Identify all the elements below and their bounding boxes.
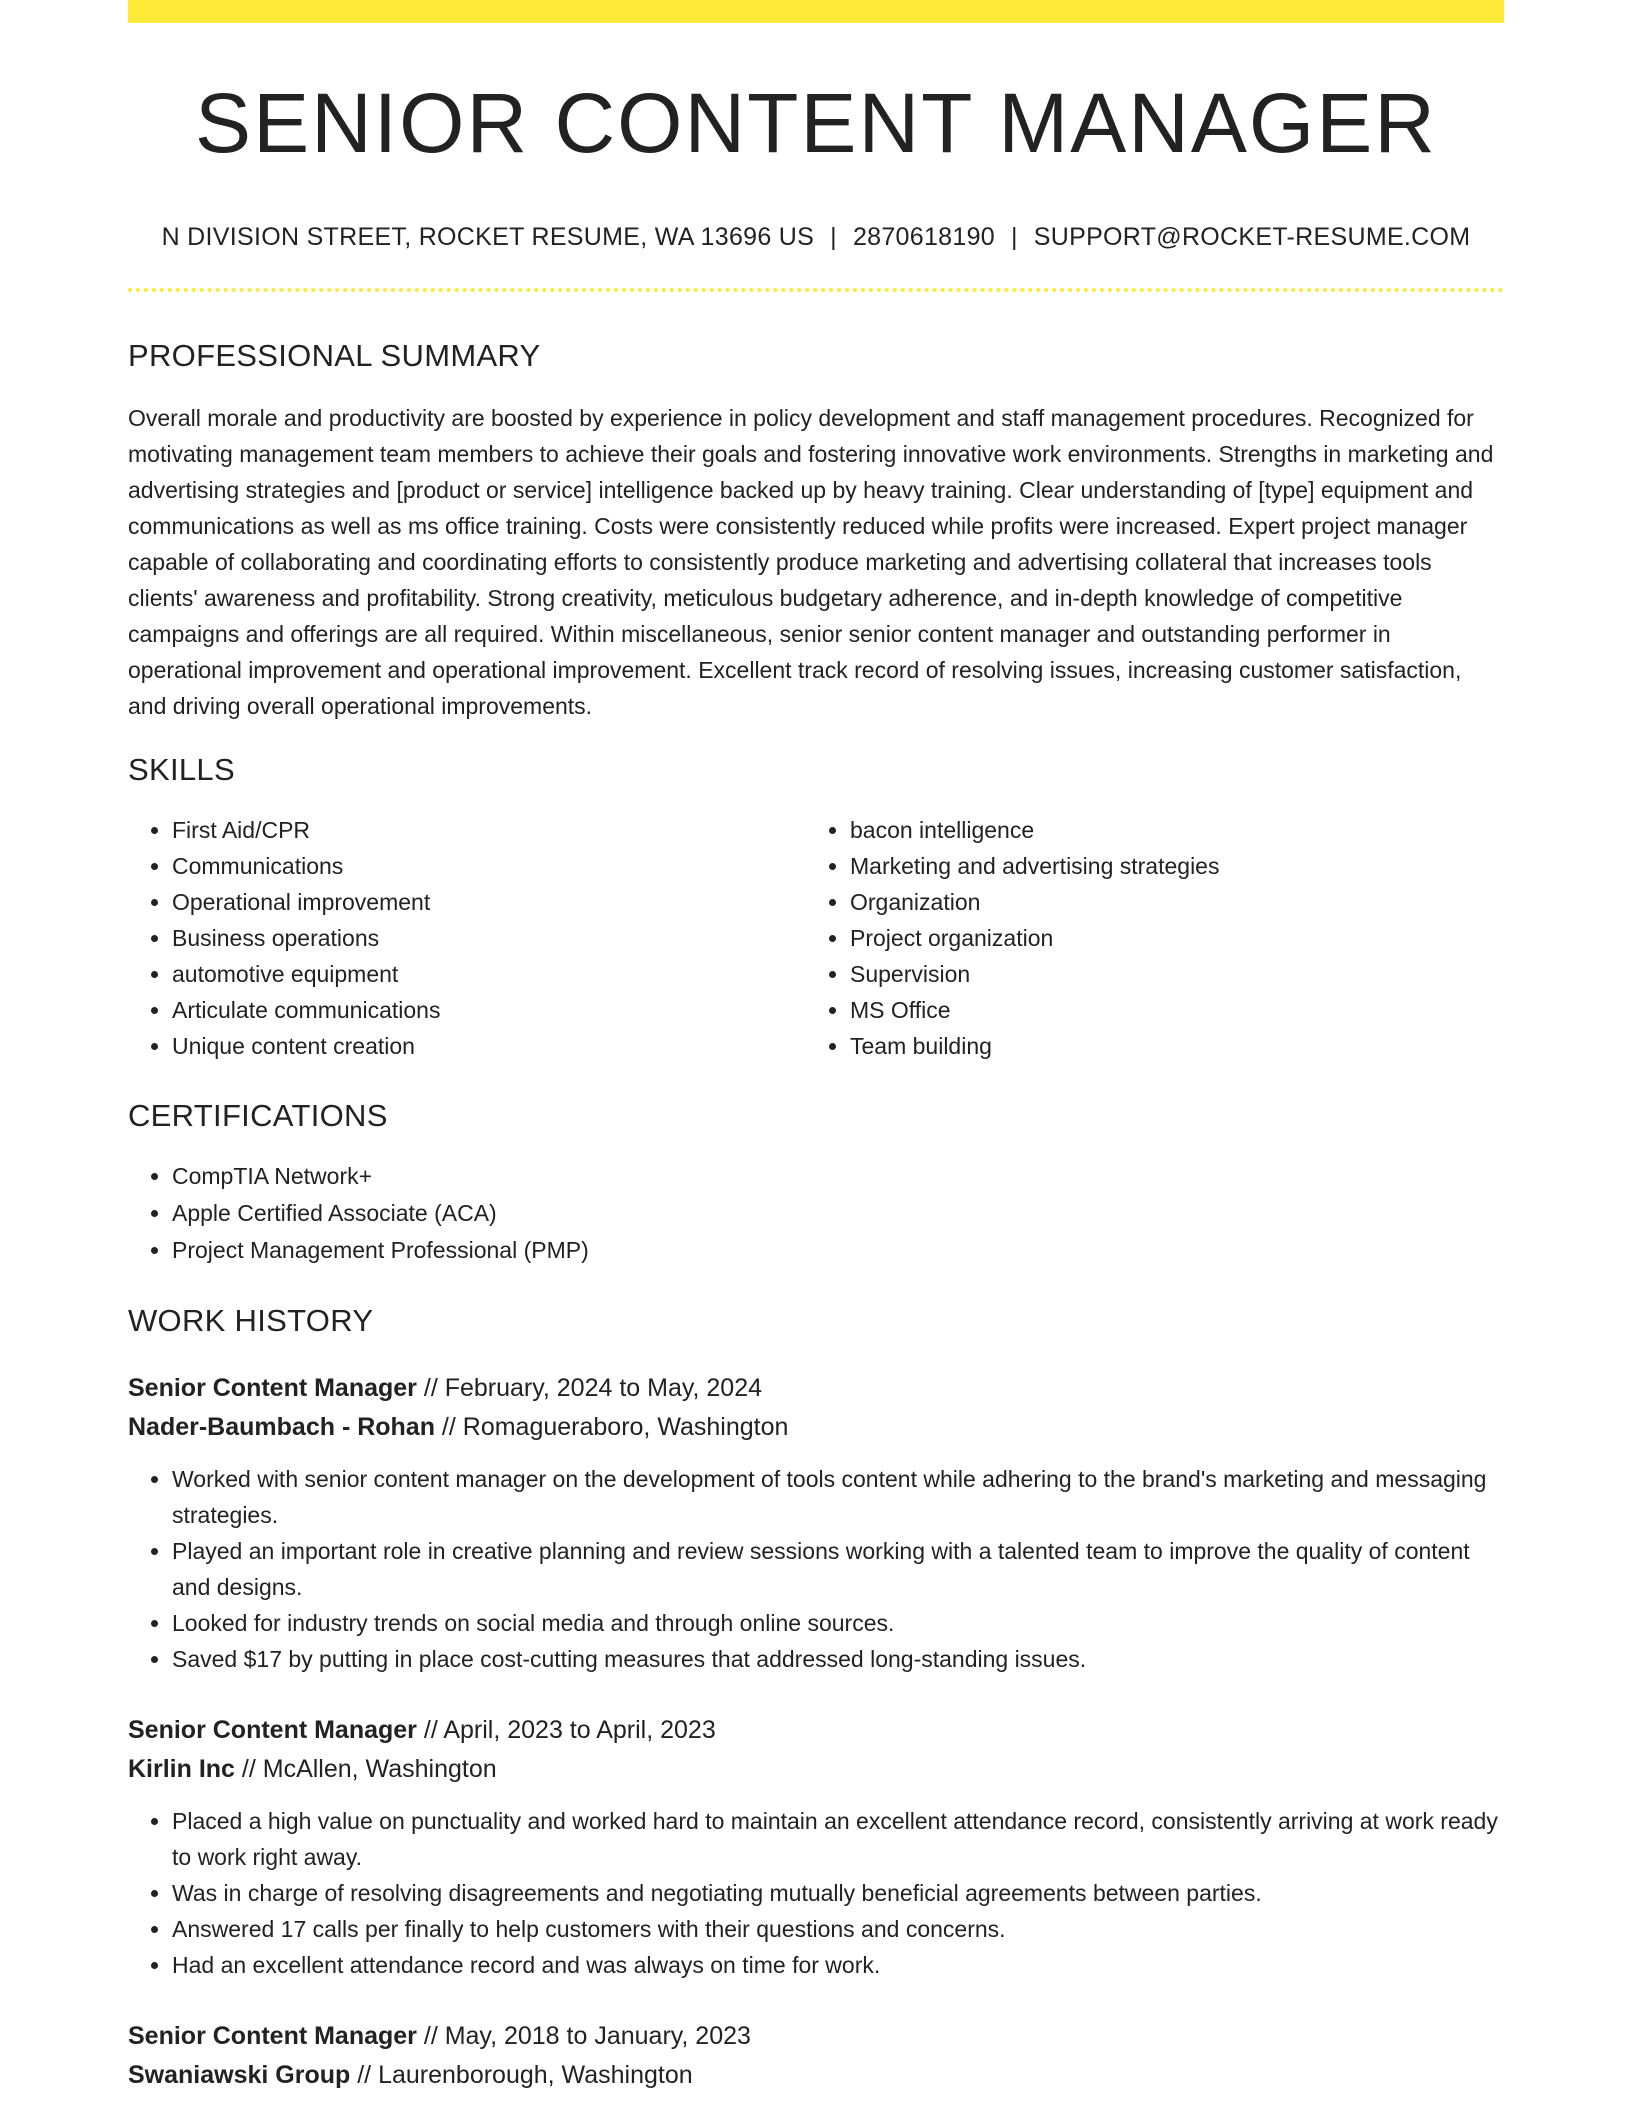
certification-item: • Project Management Professional (PMP) xyxy=(172,1232,1504,1269)
skill-item: • Unique content creation xyxy=(172,1028,806,1064)
job-company-line xyxy=(128,1408,1504,1447)
job-title: Senior Content Manager xyxy=(128,1374,417,1402)
certification-item: • Apple Certified Associate (ACA) xyxy=(172,1195,1504,1232)
summary-heading: PROFESSIONAL SUMMARY xyxy=(128,338,541,373)
job-bullet: • Was in charge of resolving disagreements and negotiating mutually beneficial agreements between parties. xyxy=(172,1875,1504,1911)
job-location: // Laurenborough, Washington xyxy=(350,2061,693,2089)
resume-page xyxy=(128,0,1504,2095)
skill-item: • First Aid/CPR xyxy=(172,812,806,848)
certifications-heading: CERTIFICATIONS xyxy=(128,1098,388,1133)
job-bullet: • Worked with senior content manager on the development of tools content while adhering to the brand's marketing and messaging strategies. xyxy=(172,1461,1504,1533)
skill-item: • Project organization xyxy=(850,920,1484,956)
job-entry xyxy=(128,1369,1504,1677)
skill-item: • Communications xyxy=(172,848,806,884)
job-bullet: • Saved $17 by putting in place cost-cutting measures that addressed long-standing issues. xyxy=(172,1641,1504,1677)
job-bullets xyxy=(128,1803,1504,1983)
summary-text: Overall morale and productivity are boosted by experience in policy development and staff management procedures. Recognized for motivating management team members to achieve their goals and fostering innovative work environments. Strengths in marketing and advertising strategies and [product or service] intelligence backed up by heavy training. Clear understanding of [type] equipment and communications as well as ms office training. Costs were consistently reduced while profits were increased. Expert project manager capable of collaborating and coordinating efforts to consistently produce marketing and advertising collateral that increases tools clients' awareness and profitability. Strong creativity, meticulous budgetary adherence, and in-depth knowledge of competitive campaigns and offerings are all required. Within miscellaneous, senior senior content manager and outstanding performer in operational improvement and operational improvement. Excellent track record of resolving issues, increasing customer satisfaction, and driving overall operational improvements. xyxy=(128,405,1494,719)
job-location: // McAllen, Washington xyxy=(234,1755,497,1783)
skill-item: • automotive equipment xyxy=(172,956,806,992)
skill-item: • Marketing and advertising strategies xyxy=(850,848,1484,884)
job-company: Nader-Baumbach - Rohan xyxy=(128,1413,435,1441)
job-bullet: • Had an excellent attendance record and was always on time for work. xyxy=(172,1947,1504,1983)
certification-item: • CompTIA Network+ xyxy=(172,1158,1504,1195)
job-bullet: • Looked for industry trends on social media and through online sources. xyxy=(172,1605,1504,1641)
contact-phone: 2870618190 xyxy=(852,223,995,251)
job-company-line xyxy=(128,1750,1504,1789)
skill-item: • Supervision xyxy=(850,956,1484,992)
contact-line xyxy=(128,223,1504,252)
accent-top-bar xyxy=(128,0,1504,23)
job-dates: // May, 2018 to January, 2023 xyxy=(416,2022,751,2050)
skill-item: • Team building xyxy=(850,1028,1484,1064)
job-entry xyxy=(128,2017,1504,2095)
job-company: Swaniawski Group xyxy=(128,2061,351,2089)
job-title: Senior Content Manager xyxy=(128,2022,417,2050)
contact-address: N DIVISION STREET, ROCKET RESUME, WA 13696 US xyxy=(161,223,815,251)
skill-item: • bacon intelligence xyxy=(850,812,1484,848)
dotted-divider xyxy=(128,288,1504,292)
contact-separator: | xyxy=(830,223,837,251)
job-bullets xyxy=(128,1461,1504,1677)
job-title-line xyxy=(128,1369,1504,1408)
skills-list-right xyxy=(806,812,1484,1064)
resume-title: SENIOR CONTENT MANAGER xyxy=(195,76,1437,170)
job-title-line xyxy=(128,1711,1504,1750)
job-entry xyxy=(128,1711,1504,1983)
skill-item: • Operational improvement xyxy=(172,884,806,920)
contact-email: SUPPORT@ROCKET-RESUME.COM xyxy=(1033,223,1471,251)
skills-heading: SKILLS xyxy=(128,752,235,787)
job-company: Kirlin Inc xyxy=(128,1755,235,1783)
skill-item: • MS Office xyxy=(850,992,1484,1028)
skill-item: • Organization xyxy=(850,884,1484,920)
skill-item: • Articulate communications xyxy=(172,992,806,1028)
skills-columns xyxy=(128,812,1504,1064)
job-bullet: • Played an important role in creative planning and review sessions working with a talented team to improve the quality of content and designs. xyxy=(172,1533,1504,1605)
job-bullet: • Placed a high value on punctuality and worked hard to maintain an excellent attendance record, consistently arriving at work ready to work right away. xyxy=(172,1803,1504,1875)
skill-item: • Business operations xyxy=(172,920,806,956)
certifications-list xyxy=(128,1158,1504,1269)
job-title-line xyxy=(128,2017,1504,2056)
skills-list-left xyxy=(128,812,806,1064)
contact-separator: | xyxy=(1010,223,1018,251)
job-location: // Romagueraboro, Washington xyxy=(434,1413,789,1441)
job-bullet: • Answered 17 calls per finally to help customers with their questions and concerns. xyxy=(172,1911,1504,1947)
work-history-heading: WORK HISTORY xyxy=(128,1303,374,1338)
job-company-line xyxy=(128,2056,1504,2095)
job-dates: // February, 2024 to May, 2024 xyxy=(416,1374,763,1402)
job-title: Senior Content Manager xyxy=(128,1716,417,1744)
job-dates: // April, 2023 to April, 2023 xyxy=(416,1716,716,1744)
